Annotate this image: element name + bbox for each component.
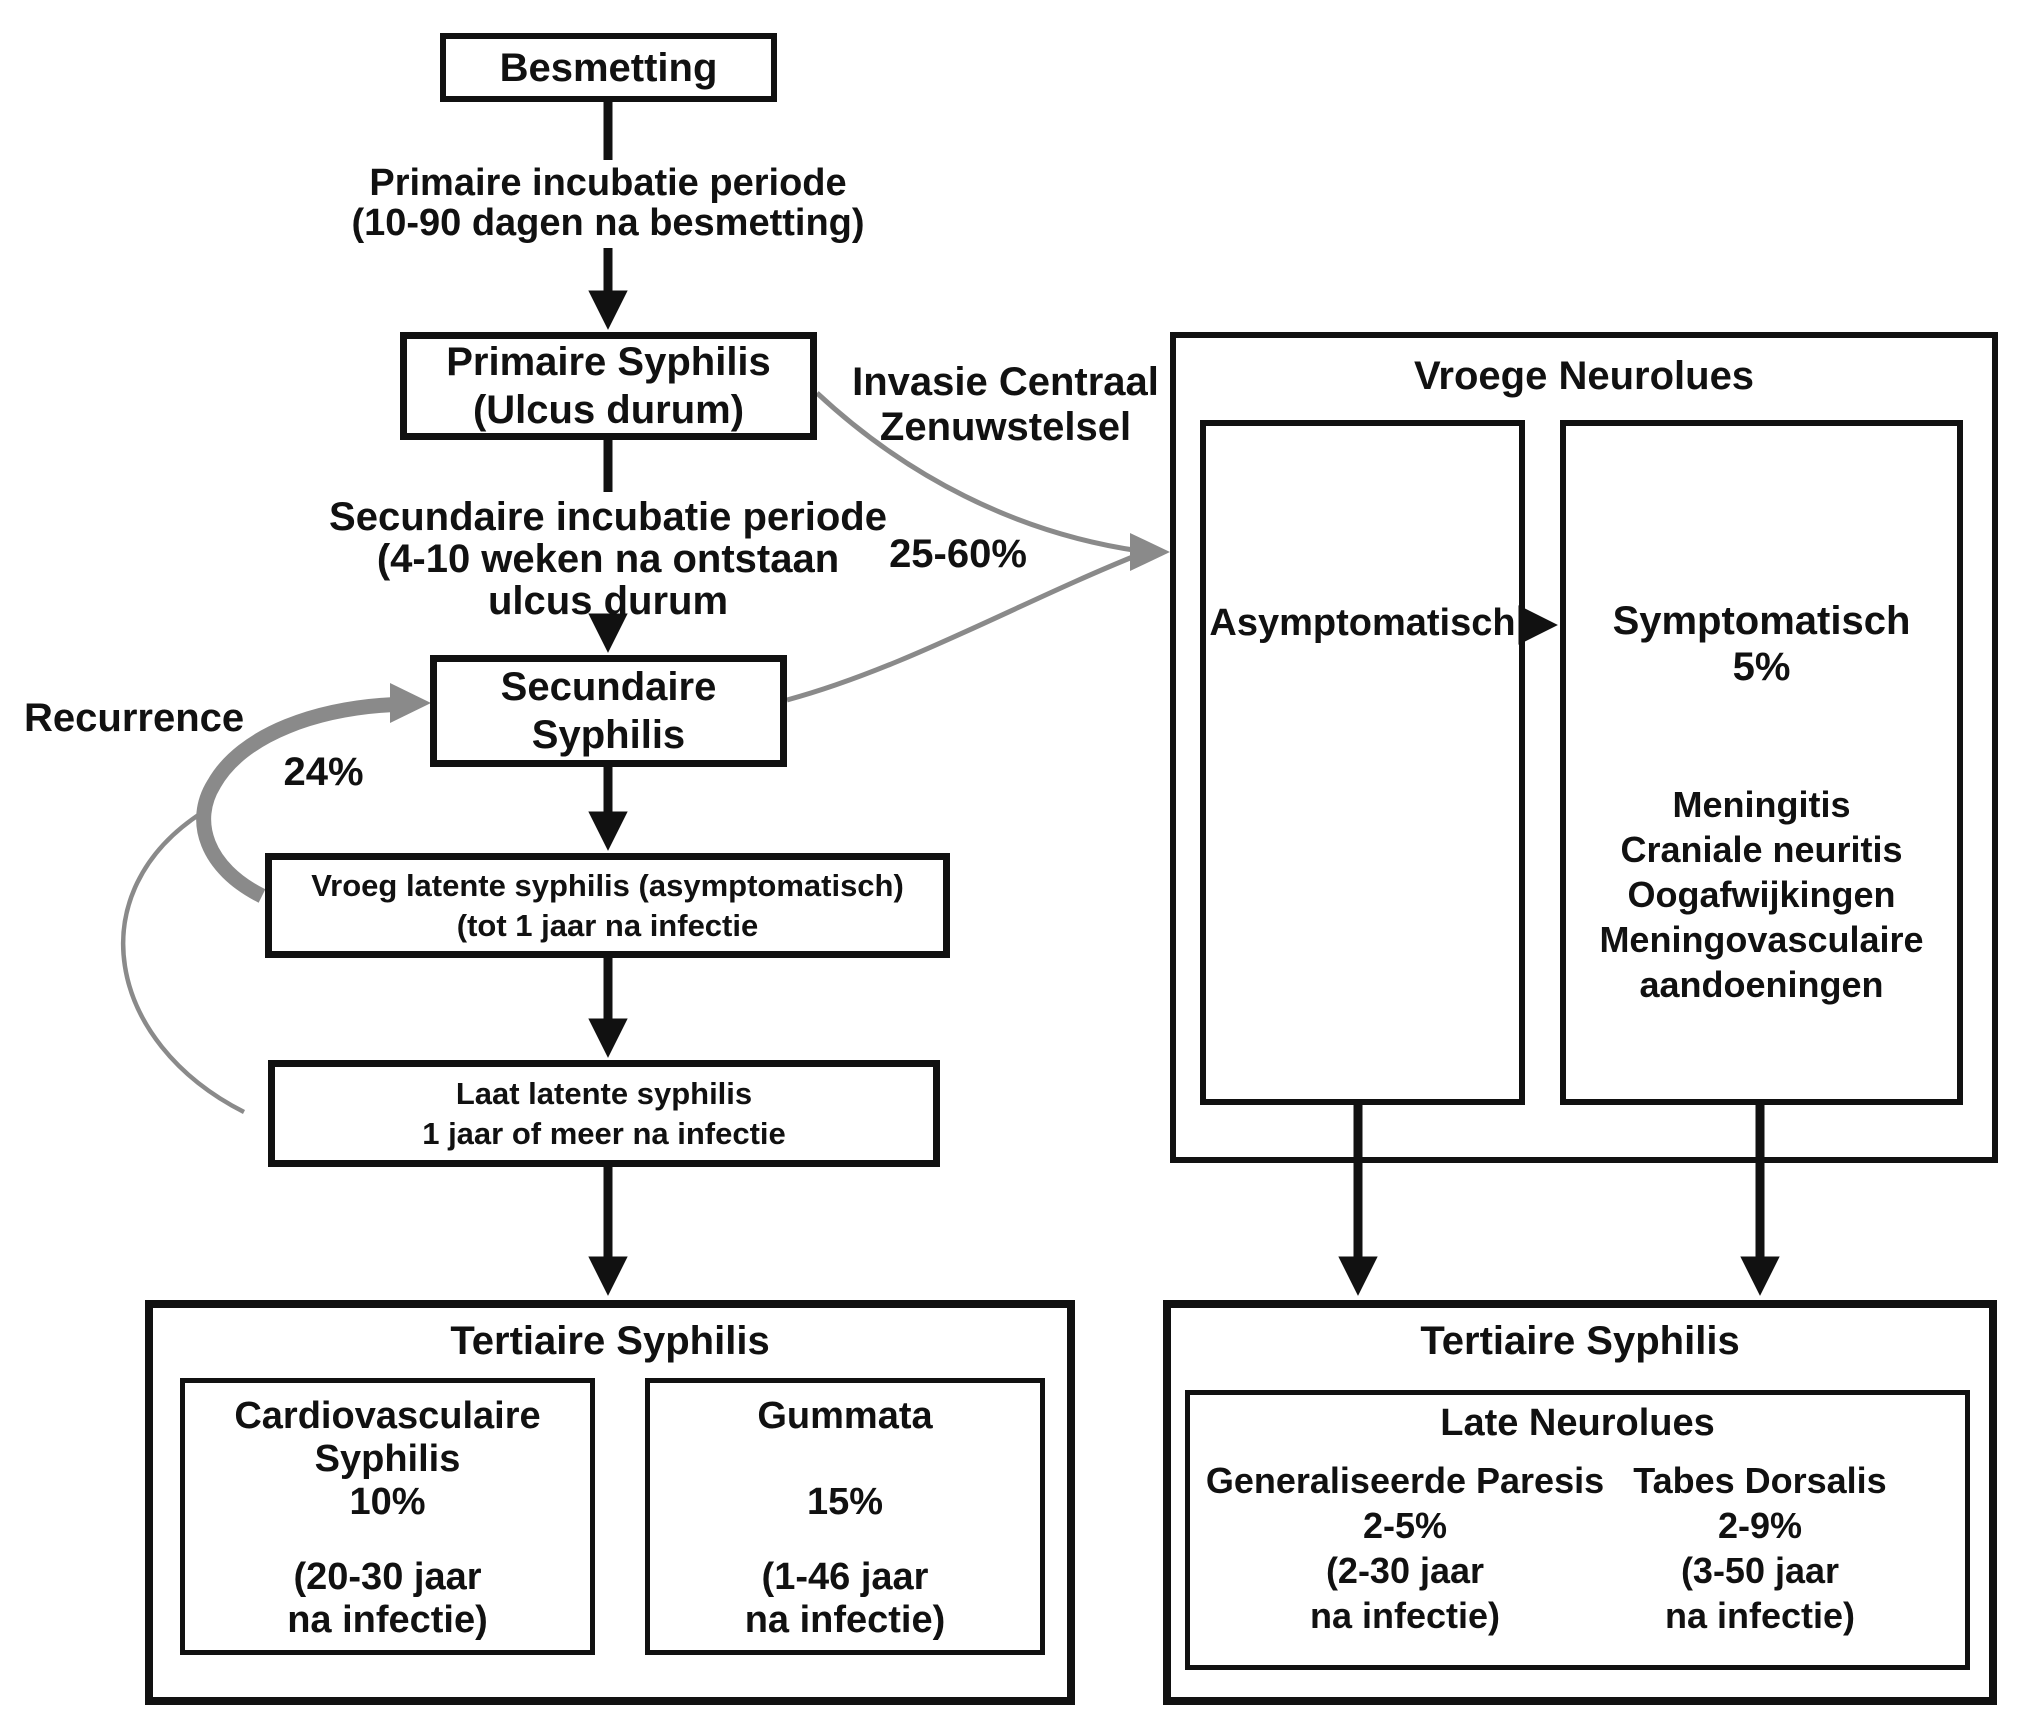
secondary-incubation-line1: Secundaire incubatie periode [329,495,887,539]
symptom-item: Meningovasculaire [1599,919,1924,960]
laat-latente-box [268,1060,940,1167]
symptom-item: Craniale neuritis [1620,829,1903,870]
invasie-text [803,360,1208,450]
tertiary-right-title: Tertiaire Syphilis [1420,1319,1740,1363]
asymptomatisch-box [1200,420,1525,1105]
invasie-line1: Invasie Centraal [852,360,1159,404]
arrowhead-recurrence [390,683,431,723]
tertiary-left-title: Tertiaire Syphilis [450,1319,770,1363]
primaire-syphilis-line2: (Ulcus durum) [472,388,745,432]
vroege-neurolues-title: Vroege Neurolues [1413,354,1755,398]
symptomatisch-name: Symptomatisch [1612,599,1911,643]
recurrence-pct: 24% [283,750,364,794]
symptom-list [1560,782,1963,1007]
late-neurolues-title: Late Neurolues [1440,1402,1715,1444]
tabes-years1: (3-50 jaar [1680,1550,1840,1591]
cardio-line1: Cardiovasculaire [234,1395,541,1437]
vroeg-latente-line2: (tot 1 jaar na infectie [456,907,759,943]
tabes-column [1580,1458,1940,1638]
symptom-item: Oogafwijkingen [1627,874,1896,915]
curve-recurrence-thin [123,812,244,1112]
primaire-syphilis-box [400,332,817,440]
cardio-years2: na infectie) [287,1599,488,1641]
primary-incubation-line1: Primaire incubatie periode [369,162,847,204]
paresis-column [1195,1458,1615,1638]
secondary-incubation-line3: ulcus durum [487,579,729,623]
secundaire-syphilis-line2: Syphilis [531,713,686,757]
gummata-name: Gummata [757,1395,933,1437]
tabes-name: Tabes Dorsalis [1633,1460,1887,1501]
cardio-line2: Syphilis [314,1438,461,1480]
symptom-item: aandoeningen [1639,964,1884,1005]
cardiovascular-box [180,1378,595,1655]
symptom-item: Meningitis [1672,784,1851,825]
tabes-years2: na infectie) [1664,1595,1856,1636]
gummata-box [645,1378,1045,1655]
symptomatisch-label [1560,598,1963,690]
symptomatisch-pct: 5% [1732,645,1791,689]
primaire-syphilis-line1: Primaire Syphilis [446,340,771,384]
paresis-years1: (2-30 jaar [1325,1550,1485,1591]
paresis-pct: 2-5% [1362,1505,1448,1546]
arrowhead-invasie [1130,533,1170,571]
gummata-years1: (1-46 jaar [761,1556,929,1598]
secundaire-syphilis-box [430,655,787,767]
invasie-line2: Zenuwstelsel [879,405,1132,449]
primary-incubation-line2: (10-90 dagen na besmetting) [351,202,865,244]
vroeg-latente-box [265,853,950,958]
secondary-incubation-line2: (4-10 weken na ontstaan [376,537,840,581]
primary-incubation-text [158,163,1058,243]
besmetting-box [440,33,777,102]
paresis-years2: na infectie) [1309,1595,1501,1636]
gummata-years2: na infectie) [744,1599,946,1641]
secundaire-syphilis-line1: Secundaire [500,665,717,709]
cardio-pct: 10% [349,1481,426,1523]
cardio-years1: (20-30 jaar [293,1556,482,1598]
recurrence-label: Recurrence [24,696,245,740]
laat-latente-line1: Laat latente syphilis [455,1075,753,1111]
asymptomatisch-label: Asymptomatisch [1209,602,1516,644]
paresis-name: Generaliseerde Paresis [1205,1460,1605,1501]
gummata-pct: 15% [806,1481,884,1523]
tabes-pct: 2-9% [1717,1505,1803,1546]
besmetting-label: Besmetting [499,45,718,90]
invasie-pct: 25-60% [889,532,1027,576]
laat-latente-line2: 1 jaar of meer na infectie [422,1115,786,1151]
vroeg-latente-line1: Vroeg latente syphilis (asymptomatisch) [311,867,904,903]
